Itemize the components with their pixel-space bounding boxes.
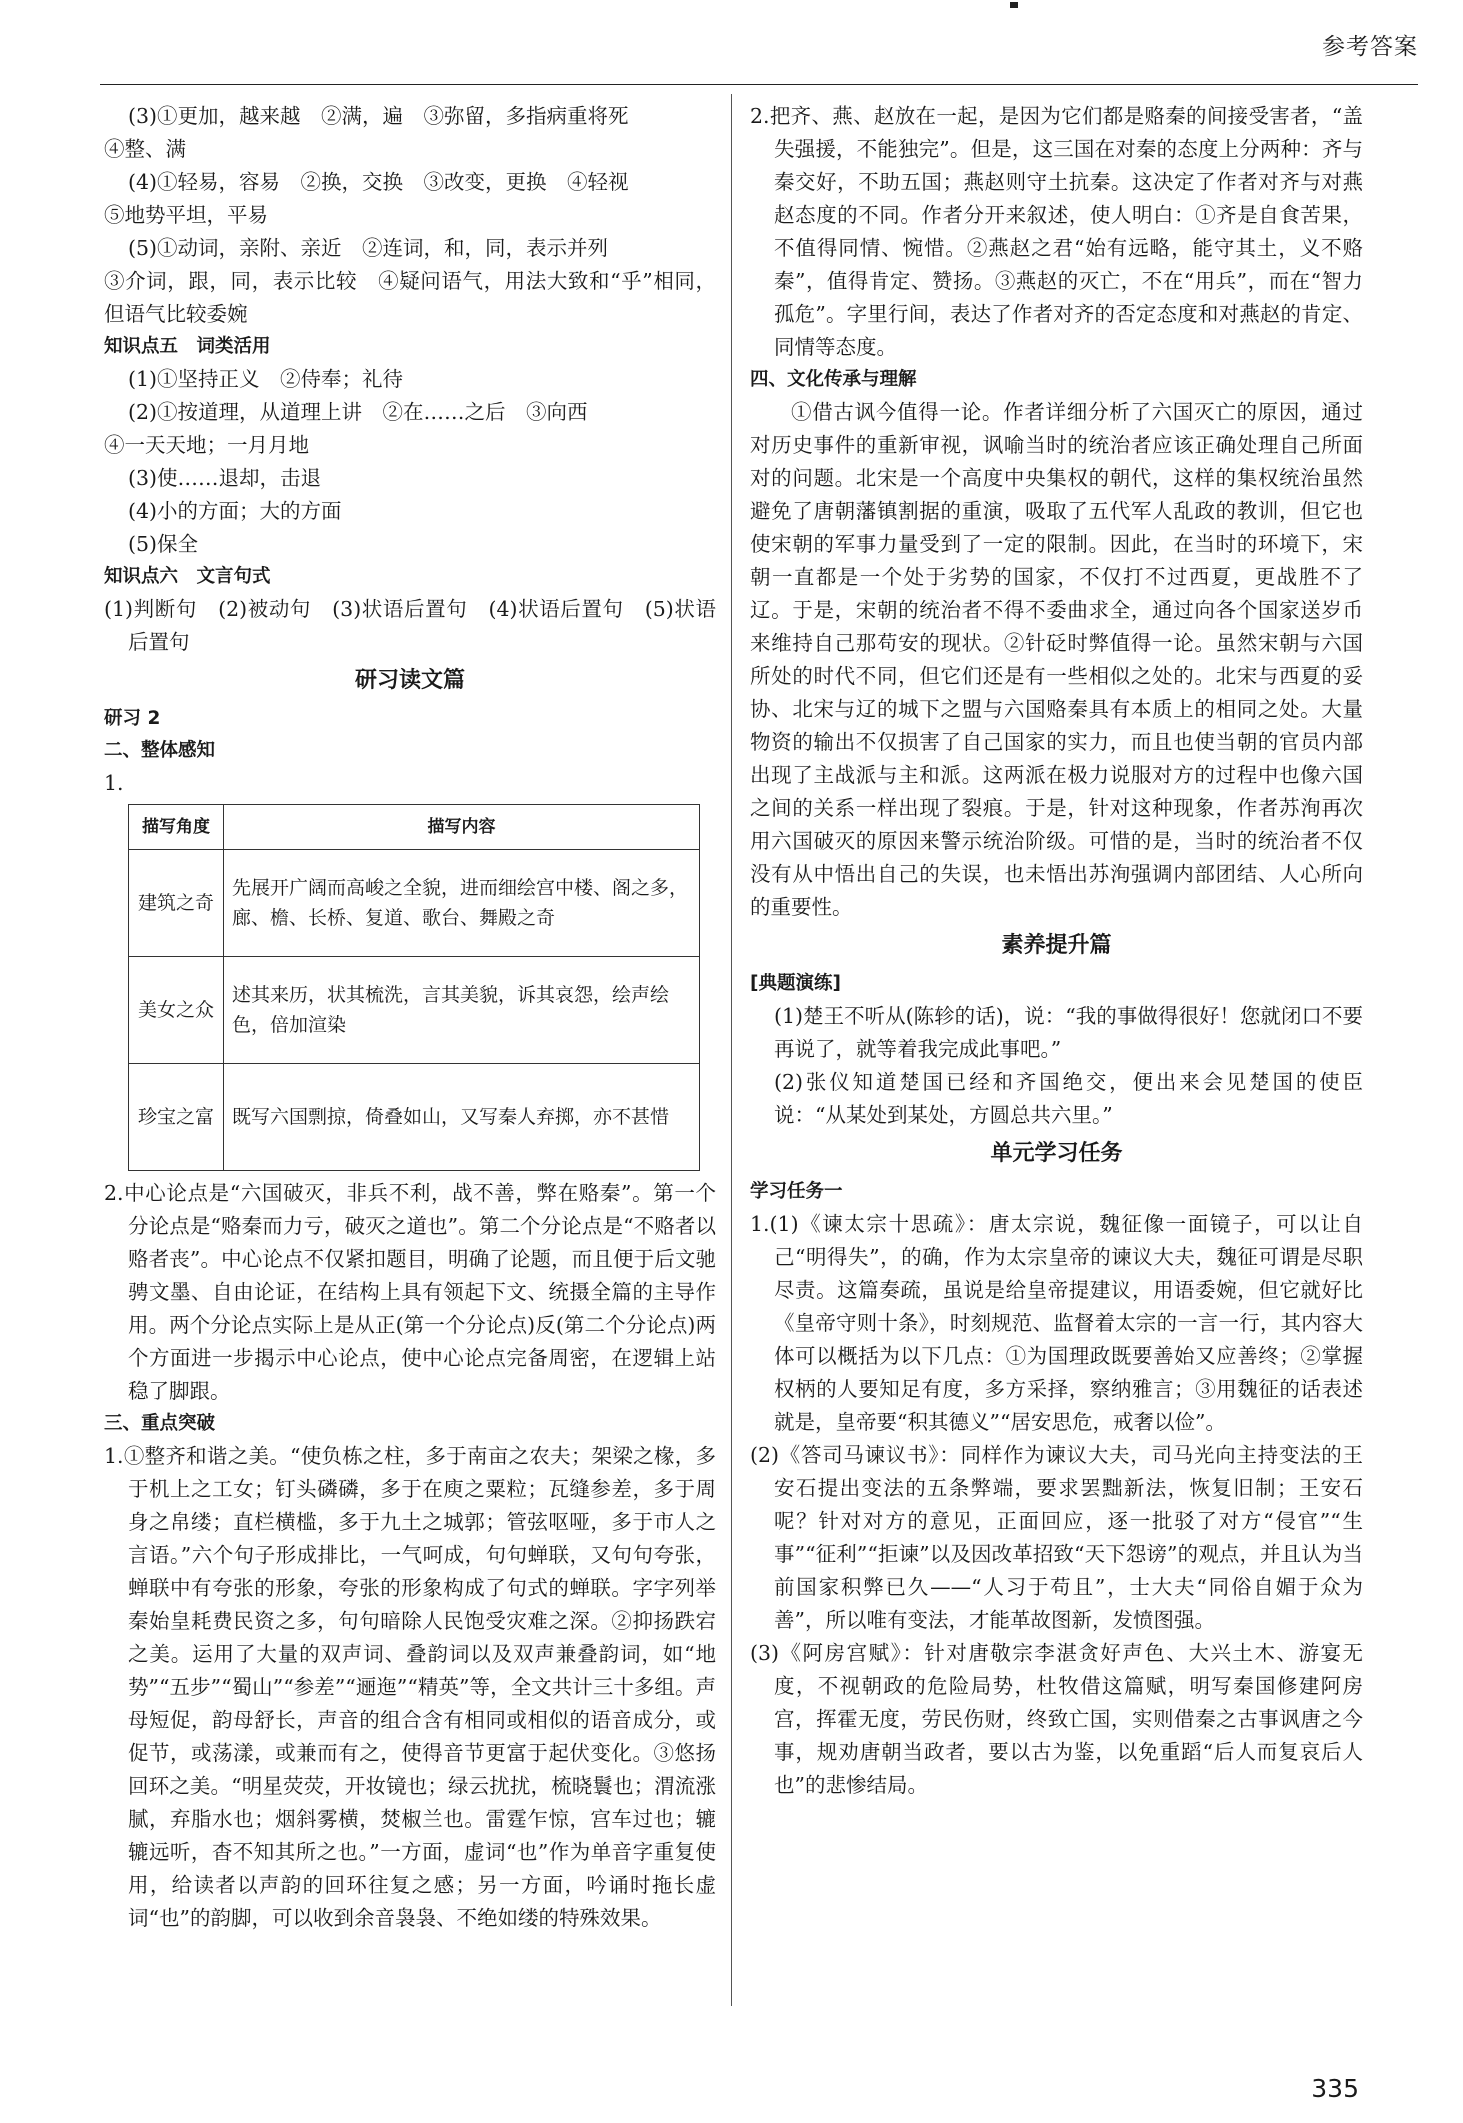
- heading-study-2: 研习 2: [104, 708, 161, 729]
- section-title-reading: 研习读文篇: [354, 668, 465, 693]
- task1-item-1: 1.(1)《谏太宗十思疏》：唐太宗说，魏征像一面镜子，可以让自己“明得失”，的确，作为太宗皇帝的谏议大夫，魏征可谓是尽职尽责。这篇奏疏，虽说是给皇帝提建议，用语委婉，但它就好比《皇帝守则十条》，时刻规范、监督着太宗的一言一行，其内容大体可以概括为以下几点：①为国理政既要善始又应善终；②掌握权柄的人要知足有度，多方采择，察纳雅言；③用魏征的话表述就是，皇帝要“积其德义”“居安思危，戒奢以俭”。: [750, 1212, 1363, 1434]
- table-header-content: 描写内容: [224, 805, 700, 850]
- section-title-unit: 单元学习任务: [990, 1141, 1123, 1166]
- column-divider: [731, 94, 732, 2006]
- page-header: [0, 0, 1463, 88]
- table-row: [129, 850, 700, 957]
- practice-item-1: (1)楚王不听从(陈轸的话)，说：“我的事做得很好！您就闭口不要再说了，就等着我完成此事吧。”: [774, 1004, 1363, 1061]
- table-cell-content: 既写六国剽掠，倚叠如山，又写秦人弃掷，亦不甚惜: [224, 1064, 700, 1171]
- section-title-quality: 素养提升篇: [1001, 933, 1112, 958]
- table-cell-angle: 珍宝之富: [129, 1064, 224, 1171]
- header-title: 参考答案: [1322, 34, 1418, 60]
- vocab-5: (5)①动词，亲附、亲近 ②连词，和，同，表示并列: [128, 236, 609, 260]
- heading-task-1: 学习任务一: [750, 1181, 843, 1202]
- vocab-5-cont: ③介词，跟，同，表示比较 ④疑问语气，用法大致和“乎”相同，但语气比较委婉: [104, 269, 716, 326]
- table-row: [129, 1064, 700, 1171]
- practice-item-2: (2)张仪知道楚国已经和齐国绝交，便出来会见楚国的使臣说：“从某处到某处，方圆总共六里。”: [774, 1070, 1363, 1127]
- task1-item-2: (2)《答司马谏议书》：同样作为谏议大夫，司马光向主持变法的王安石提出变法的五条弊端，要求罢黜新法，恢复旧制；王安石呢？针对对方的意见，正面回应，逐一批驳了对方“侵官”“生事”“征利”“拒谏”以及因改革招致“天下怨谤”的观点，并且认为当前国家积弊已久——“人习于苟且”，士大夫“同俗自媚于众为善”，所以唯有变法，才能革故图新，发愤图强。: [750, 1443, 1363, 1632]
- overall-item-2: 2.中心论点是“六国破灭，非兵不利，战不善，弊在赂秦”。第一个分论点是“赂秦而力亏，破灭之道也”。第二个分论点是“不赂者以赂者丧”。中心论点不仅紧扣题目，明确了论题，而且便于后文驰骋文墨、自由论证，在结构上具有领起下文、统摄全篇的主导作用。两个分论点实际上是从正(第一个分论点)反(第二个分论点)两个方面进一步揭示中心论点，使中心论点完备周密，在逻辑上站稳了脚跟。: [104, 1181, 716, 1403]
- table-cell-angle: 美女之众: [129, 957, 224, 1064]
- left-column: [104, 100, 716, 1935]
- k5-item-2-cont: ④一天天地；一月月地: [104, 433, 309, 457]
- vocab-4-cont: ⑤地势平坦，平易: [104, 203, 268, 227]
- key-item-1: 1.①整齐和谐之美。“使负栋之柱，多于南亩之农夫；架梁之椽，多于机上之工女；钉头磷磷，多于在庾之粟粒；瓦缝参差，多于周身之帛缕；直栏横槛，多于九土之城郭；管弦呕哑，多于市人之言语。”六个句子形成排比，一气呵成，句句蝉联，又句句夸张，蝉联中有夸张的形象，夸张的形象构成了句式的蝉联。字字列举秦始皇耗费民资之多，句句暗除人民饱受灾难之深。②抑扬跌宕之美。运用了大量的双声词、叠韵词以及双声兼叠韵词，如“地势”“五步”“蜀山”“参差”“逦迤”“精英”等，全文共计三十多组。声母短促，韵母舒长，声音的组合含有相同或相似的语音成分，或促节，或荡漾，或兼而有之，使得音节更富于起伏变化。③悠扬回环之美。“明星荧荧，开妆镜也；绿云扰扰，梳晓鬟也；渭流涨腻，弃脂水也；烟斜雾横，焚椒兰也。雷霆乍惊，宫车过也；辘辘远听，杳不知其所之也。”一方面，虚词“也”作为单音字重复使用，给读者以声韵的回环往复之感；另一方面，吟诵时拖长虚词“也”的韵脚，可以收到余音袅袅、不绝如缕的特殊效果。: [104, 1444, 716, 1930]
- table-row: [129, 957, 700, 1064]
- page-number: 335: [1311, 2074, 1359, 2103]
- vocab-3-cont: ④整、满: [104, 137, 186, 161]
- table-header-row: [129, 805, 700, 850]
- table-header-angle: 描写角度: [129, 805, 224, 850]
- heading-culture: 四、文化传承与理解: [750, 369, 917, 390]
- description-table: [128, 804, 700, 1171]
- heading-knowledge-5: 知识点五 词类活用: [104, 336, 271, 357]
- overall-item-2-right: 2.把齐、燕、赵放在一起，是因为它们都是赂秦的间接受害者，“盖失强援，不能独完”。但是，这三国在对秦的态度上分两种：齐与秦交好，不助五国；燕赵则守土抗秦。这决定了作者对齐与对燕赵态度的不同。作者分开来叙述，使人明白：①齐是自食苦果，不值得同情、惋惜。②燕赵之君“始有远略，能守其土，义不赂秦”，值得肯定、赞扬。③燕赵的灭亡，不在“用兵”，而在“智力孤危”。字里行间，表达了作者对齐的否定态度和对燕赵的肯定、同情等态度。: [750, 104, 1363, 359]
- heading-overall: 二、整体感知: [104, 740, 216, 761]
- culture-paragraph: ①借古讽今值得一论。作者详细分析了六国灭亡的原因，通过对历史事件的重新审视，讽喻当时的统治者应该正确处理自己所面对的问题。北宋是一个高度中央集权的朝代，这样的集权统治虽然避免了唐朝藩镇割据的重演，吸取了五代军人乱政的教训，但它也使宋朝的军事力量受到了一定的限制。因此，在当时的环境下，宋朝一直都是一个处于劣势的国家，不仅打不过西夏，更战胜不了辽。于是，宋朝的统治者不得不委曲求全，通过向各个国家送岁币来维持自己那苟安的现状。②针砭时弊值得一论。虽然宋朝与六国所处的时代不同，但它们还是有一些相似之处的。北宋与西夏的妥协、北宋与辽的城下之盟与六国赂秦具有本质上的相同之处。大量物资的输出不仅损害了自己国家的实力，而且也使当朝的官员内部出现了主战派与主和派。这两派在极力说服对方的过程中也像六国之间的关系一样出现了裂痕。于是，针对这种现象，作者苏洵再次用六国破灭的原因来警示统治阶级。可惜的是，当时的统治者不仅没有从中悟出自己的失误，也未悟出苏洵强调内部团结、人心所向的重要性。: [750, 400, 1363, 919]
- item-1-number: 1.: [104, 771, 124, 795]
- vocab-3: (3)①更加，越来越 ②满，遍 ③弥留，多指病重将死: [128, 104, 629, 128]
- heading-knowledge-6: 知识点六 文言句式: [104, 566, 271, 587]
- k6-items: (1)判断句 (2)被动句 (3)状语后置句 (4)状语后置句 (5)状语后置句: [104, 597, 716, 654]
- task1-item-3: (3)《阿房宫赋》：针对唐敬宗李湛贪好声色、大兴土木、游宴无度，不视朝政的危险局势，杜牧借这篇赋，明写秦国修建阿房宫，挥霍无度，劳民伤财，终致亡国，实则借秦之古事讽唐之今事，规劝唐朝当政者，要以古为鉴，以免重蹈“后人而复哀后人也”的悲惨结局。: [750, 1641, 1363, 1797]
- k5-item-2: (2)①按道理，从道理上讲 ②在……之后 ③向西: [128, 400, 588, 424]
- table-cell-content: 述其来历，状其梳洗，言其美貌，诉其哀怨，绘声绘色，倍加渲染: [224, 957, 700, 1064]
- heading-practice: [典题演练]: [750, 973, 841, 994]
- heading-key-points: 三、重点突破: [104, 1413, 216, 1434]
- right-column: [750, 100, 1363, 1802]
- k5-item-5: (5)保全: [128, 532, 199, 556]
- header-mark: [1010, 2, 1018, 8]
- table-cell-angle: 建筑之奇: [129, 850, 224, 957]
- vocab-4: (4)①轻易，容易 ②换，交换 ③改变，更换 ④轻视: [128, 170, 629, 194]
- k5-item-3: (3)使……退却，击退: [128, 466, 322, 490]
- k5-item-1: (1)①坚持正义 ②侍奉；礼待: [128, 367, 404, 391]
- table-cell-content: 先展开广阔而高峻之全貌，进而细绘宫中楼、阁之多，廊、檐、长桥、复道、歌台、舞殿之奇: [224, 850, 700, 957]
- header-rule: [100, 84, 1418, 85]
- k5-item-4: (4)小的方面；大的方面: [128, 499, 342, 523]
